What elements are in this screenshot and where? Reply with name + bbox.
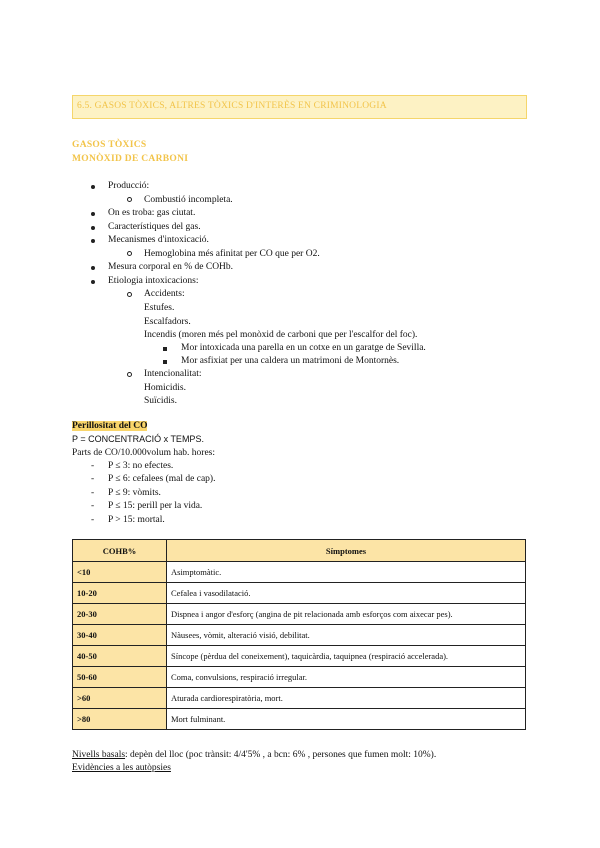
danger-formula: P = CONCENTRACIÓ x TEMPS.: [72, 434, 204, 444]
nivells-label: Nivells basals: [72, 750, 126, 760]
list-item: P ≤ 3: no efectes.: [108, 461, 174, 471]
table-cell: Coma, convulsions, respiració irregular.: [167, 667, 526, 688]
list-item: Mor intoxicada una parella en un cotxe en un garatge de Sevilla.: [181, 343, 426, 353]
bullet-circle: [127, 197, 132, 202]
list-item: Homicidis.: [144, 383, 186, 393]
table-cell: Síncope (pèrdua del coneixement), taquicàrdia, taquipnea (respiració accelerada).: [167, 646, 526, 667]
section-header: 6.5. GASOS TÒXICS, ALTRES TÒXICS D'INTERÈS EN CRIMINOLOGIA: [72, 95, 527, 119]
table-cell: 10-20: [73, 583, 167, 604]
table-cell: >60: [73, 688, 167, 709]
dash-marker: -: [91, 461, 95, 471]
section-title: GASOS TÒXICS: [72, 140, 147, 150]
list-item: Característiques del gas.: [108, 222, 201, 232]
table-row: [73, 583, 526, 604]
table-row: [73, 562, 526, 583]
table-row: [73, 604, 526, 625]
table-cell: Mort fulminant.: [167, 709, 526, 730]
table-row: [73, 709, 526, 730]
danger-parts: Parts de CO/10.000volum hab. hores:: [72, 448, 216, 458]
list-item: P > 15: mortal.: [108, 515, 165, 525]
bullet-square: [163, 347, 167, 351]
table-cell: Asimptomàtic.: [167, 562, 526, 583]
list-item: Mesura corporal en % de COHb.: [108, 262, 234, 272]
list-item: Mor asfixiat per una caldera un matrimoni de Montornès.: [181, 356, 400, 366]
list-item: Escalfadors.: [144, 317, 191, 327]
table-header-row: [73, 540, 526, 562]
bullet-circle: [127, 372, 132, 377]
table-cell: <10: [73, 562, 167, 583]
danger-title-text: Perillositat del CO: [72, 421, 148, 431]
list-item: Suïcidis.: [144, 396, 177, 406]
list-item: Hemoglobina més afinitat per CO que per O2.: [144, 249, 320, 259]
evidencies: [72, 762, 171, 775]
table-row: [73, 646, 526, 667]
table-row: [73, 625, 526, 646]
subsection-title: MONÒXID DE CARBONI: [72, 154, 189, 164]
table-cell: 20-30: [73, 604, 167, 625]
table-row: [73, 667, 526, 688]
list-item: On es troba: gas ciutat.: [108, 208, 196, 218]
list-item: Accidents:: [144, 289, 185, 299]
table-row: [73, 688, 526, 709]
table-cell: Dispnea i angor d'esforç (angina de pit relacionada amb esforços com aixecar pes).: [167, 604, 526, 625]
table-cell: 40-50: [73, 646, 167, 667]
list-item: P ≤ 15: perill per la vida.: [108, 501, 203, 511]
evidencies-label: Evidències a les autòpsies: [72, 763, 171, 773]
table-header: COHB%: [73, 540, 167, 562]
table-cell: Aturada cardiorespiratòria, mort.: [167, 688, 526, 709]
list-item: Intencionalitat:: [144, 369, 202, 379]
table-cell: 50-60: [73, 667, 167, 688]
table-cell: 30-40: [73, 625, 167, 646]
list-item: P ≤ 6: cefalees (mal de cap).: [108, 474, 216, 484]
bullet-circle: [127, 251, 132, 256]
table-cell: Nàusees, vòmit, alteració visió, debilitat.: [167, 625, 526, 646]
bullet-dot: [91, 185, 95, 189]
bullet-dot: [91, 239, 95, 243]
bullet-square: [163, 360, 167, 364]
bullet-dot: [91, 280, 95, 284]
bullet-dot: [91, 266, 95, 270]
list-item: Etiologia intoxicacions:: [108, 276, 199, 286]
list-item: Combustió incompleta.: [144, 195, 233, 205]
dash-marker: -: [91, 474, 95, 484]
list-item: Estufes.: [144, 303, 175, 313]
table-cell: >80: [73, 709, 167, 730]
nivells-basals: [72, 749, 436, 762]
nivells-text: : depèn del lloc (poc trànsit: 4/4'5% , a bcn: 6% , persones que fumen molt: 10%).: [125, 750, 437, 760]
dash-marker: -: [91, 501, 95, 511]
bullet-dot: [91, 226, 95, 230]
list-item: Incendis (moren més pel monòxid de carboni que per l'escalfor del foc).: [144, 330, 418, 340]
list-item: P ≤ 9: vòmits.: [108, 488, 161, 498]
danger-title: [72, 420, 147, 433]
bullet-circle: [127, 292, 132, 297]
cohb-table: [72, 539, 526, 730]
list-item: Producció:: [108, 181, 150, 191]
bullet-dot: [91, 212, 95, 216]
table-header: Símptomes: [167, 540, 526, 562]
dash-marker: -: [91, 488, 95, 498]
dash-marker: -: [91, 515, 95, 525]
list-item: Mecanismes d'intoxicació.: [108, 235, 209, 245]
table-cell: Cefalea i vasodilatació.: [167, 583, 526, 604]
